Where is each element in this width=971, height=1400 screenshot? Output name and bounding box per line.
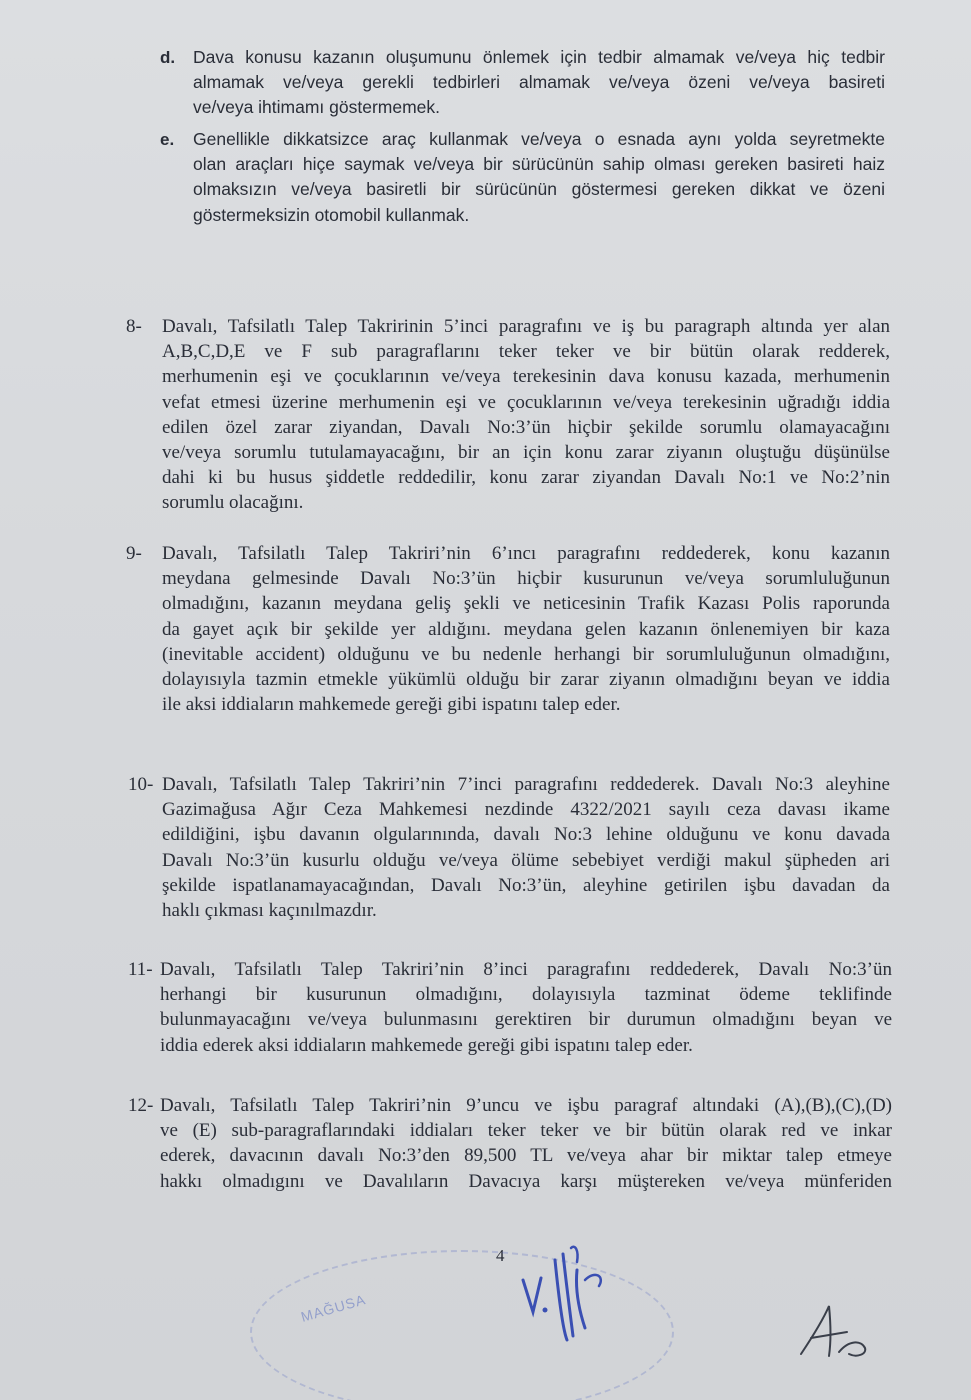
text-line: olmadığını, kazanın meydana geliş şekli ve neticesinin Trafik Kazası Polis raporunda <box>162 593 890 615</box>
text-line: Davalı, Tafsilatlı Talep Takriri’nin 8’inci paragrafını reddederek, Davalı No:3’ün <box>160 959 892 980</box>
text-line: Dava konusu kazanın oluşumunu önlemek için tedbir almamak ve/veya hiç tedbir <box>193 47 885 67</box>
initials-icon <box>795 1296 885 1366</box>
sub-item-letter: e. <box>160 130 175 149</box>
text-line: Davalı, Tafsilatlı Talep Takriri’nin 6’ıncı paragrafını reddederek, konu kazanın <box>162 543 890 564</box>
text-line: Davalı, Tafsilatlı Talep Takriri’nin 7’inci paragrafını reddederek. Davalı No:3 aleyhine <box>162 774 890 795</box>
text-line: hakkı olmadıgını ve Davalıların Davacıya karşı müştereken ve/veya münferiden <box>160 1170 892 1192</box>
text-line: ile aksi iddiaların mahkemede gereği gibi ispatını talep eder. <box>162 694 621 716</box>
sub-item-letter: d. <box>160 48 176 67</box>
text-line: olan araçları hiçe saymak ve/veya bir sürücünün sahip olması gereken basireti haiz <box>193 154 885 175</box>
paragraph-number: 9- <box>126 543 142 564</box>
text-line: vefat etmesi üzerine merhumenin eşi ve çocuklarının ve/veya terekesinin uğradığı iddia <box>162 391 890 413</box>
text-line: bulunmayacağını ve/veya bulunmasını gerektiren bir durumun olmadığını beyan ve <box>160 1009 892 1031</box>
text-line: göstermeksizin otomobil kullanmak. <box>193 204 470 225</box>
text-line: ve (E) sub-paragraflarındaki iddiaları teker teker ve bir bütün olarak red ve inkar <box>160 1120 892 1142</box>
text-line: ederek, davacının davalı No:3’den 89,500 TL ve/veya ahar bir miktar talep etmeye <box>160 1145 892 1167</box>
text-line: ve/veya ihtimamı göstermemek. <box>193 97 441 118</box>
text-line: (inevitable accident) olduğunu ve bu nedenle herhangi bir sorumluluğunun olmadığını, <box>162 643 890 665</box>
text-line: edildiğini, işbu davanın olgularınında, davalı No:3 lehine olduğunu ve konu davada <box>162 824 890 846</box>
text-line: sorumlu olacağını. <box>162 492 304 514</box>
text-line: Davalı, Tafsilatlı Talep Takririnin 5’inci paragrafını ve iş bu paragraph altında yer alan <box>162 316 890 337</box>
paragraph-number: 12- <box>128 1095 154 1116</box>
text-line: Davalı No:3’ün kusurlu olduğu ve/veya ölüme sebebiyet verdiği makul şüpheden ari <box>162 849 890 871</box>
page-number: 4 <box>496 1246 505 1265</box>
text-line: merhumenin eşi ve çocuklarının ve/veya terekesinin dava konusu kazada, merhumenin <box>162 366 890 388</box>
text-line: meydana gelmesinde Davalı No:3’ün hiçbir kusurunun ve/veya sorumluluğunun <box>162 568 890 590</box>
paragraph-number: 8- <box>126 316 142 337</box>
stamp-text: MAĞUSA <box>299 1291 368 1325</box>
text-line: Davalı, Tafsilatlı Talep Takriri’nin 9’uncu ve işbu paragraf altındaki (A),(B),(C),(D) <box>160 1095 892 1116</box>
text-line: herhangi bir kusurunun olmadığını, dolayısıyla tazminat ödeme teklifinde <box>160 984 892 1006</box>
paragraph-number: 10- <box>128 774 154 795</box>
text-line: haklı çıkması kaçınılmazdır. <box>162 899 377 921</box>
text-line: şekilde ispatlanamayacağından, Davalı No:3’ün, aleyhine getirilen işbu davadan da <box>162 874 890 896</box>
text-line: da gayet açık bir şekilde yer aldığını. meydana gelen kazanın önlenemiyen bir kaza <box>162 618 890 640</box>
text-line: dolayısıyla tazmin etmekle yükümlü olduğu bir zarar ziyanın olmadığını beyan ve iddia <box>162 668 890 690</box>
text-line: iddia ederek aksi iddiaların mahkemede gereği gibi ispatını talep eder. <box>160 1034 693 1056</box>
signature-icon <box>515 1240 625 1350</box>
text-line: ve/veya sorumlu tutulamayacağını, bir an için konu zarar ziyanın oluştuğu düşünülse <box>162 441 890 463</box>
text-line: Genellikle dikkatsizce araç kullanmak ve/veya o esnada aynı yolda seyretmekte <box>193 129 885 149</box>
text-line: edilen özel zarar ziyandan, Davalı No:3’ün hiçbir şekilde sorumlu olamayacağını <box>162 416 890 438</box>
text-line: olmaksızın ve/veya basiretli bir sürücünün göstermesi gereken dikkat ve özeni <box>193 179 885 200</box>
text-line: dahi ki bu husus şiddetle reddedilir, konu zarar ziyandan Davalı No:1 ve No:2’nin <box>162 467 890 489</box>
text-line: Gazimağusa Ağır Ceza Mahkemesi nezdinde 4322/2021 sayılı ceza davası ikame <box>162 799 890 821</box>
text-line: A,B,C,D,E ve F sub paragraflarını teker teker ve bir bütün olarak redderek, <box>162 341 890 363</box>
text-line: almamak ve/veya gerekli tedbirleri almamak ve/veya özeni ve/veya basireti <box>193 72 885 93</box>
paragraph-number: 11- <box>128 959 153 980</box>
